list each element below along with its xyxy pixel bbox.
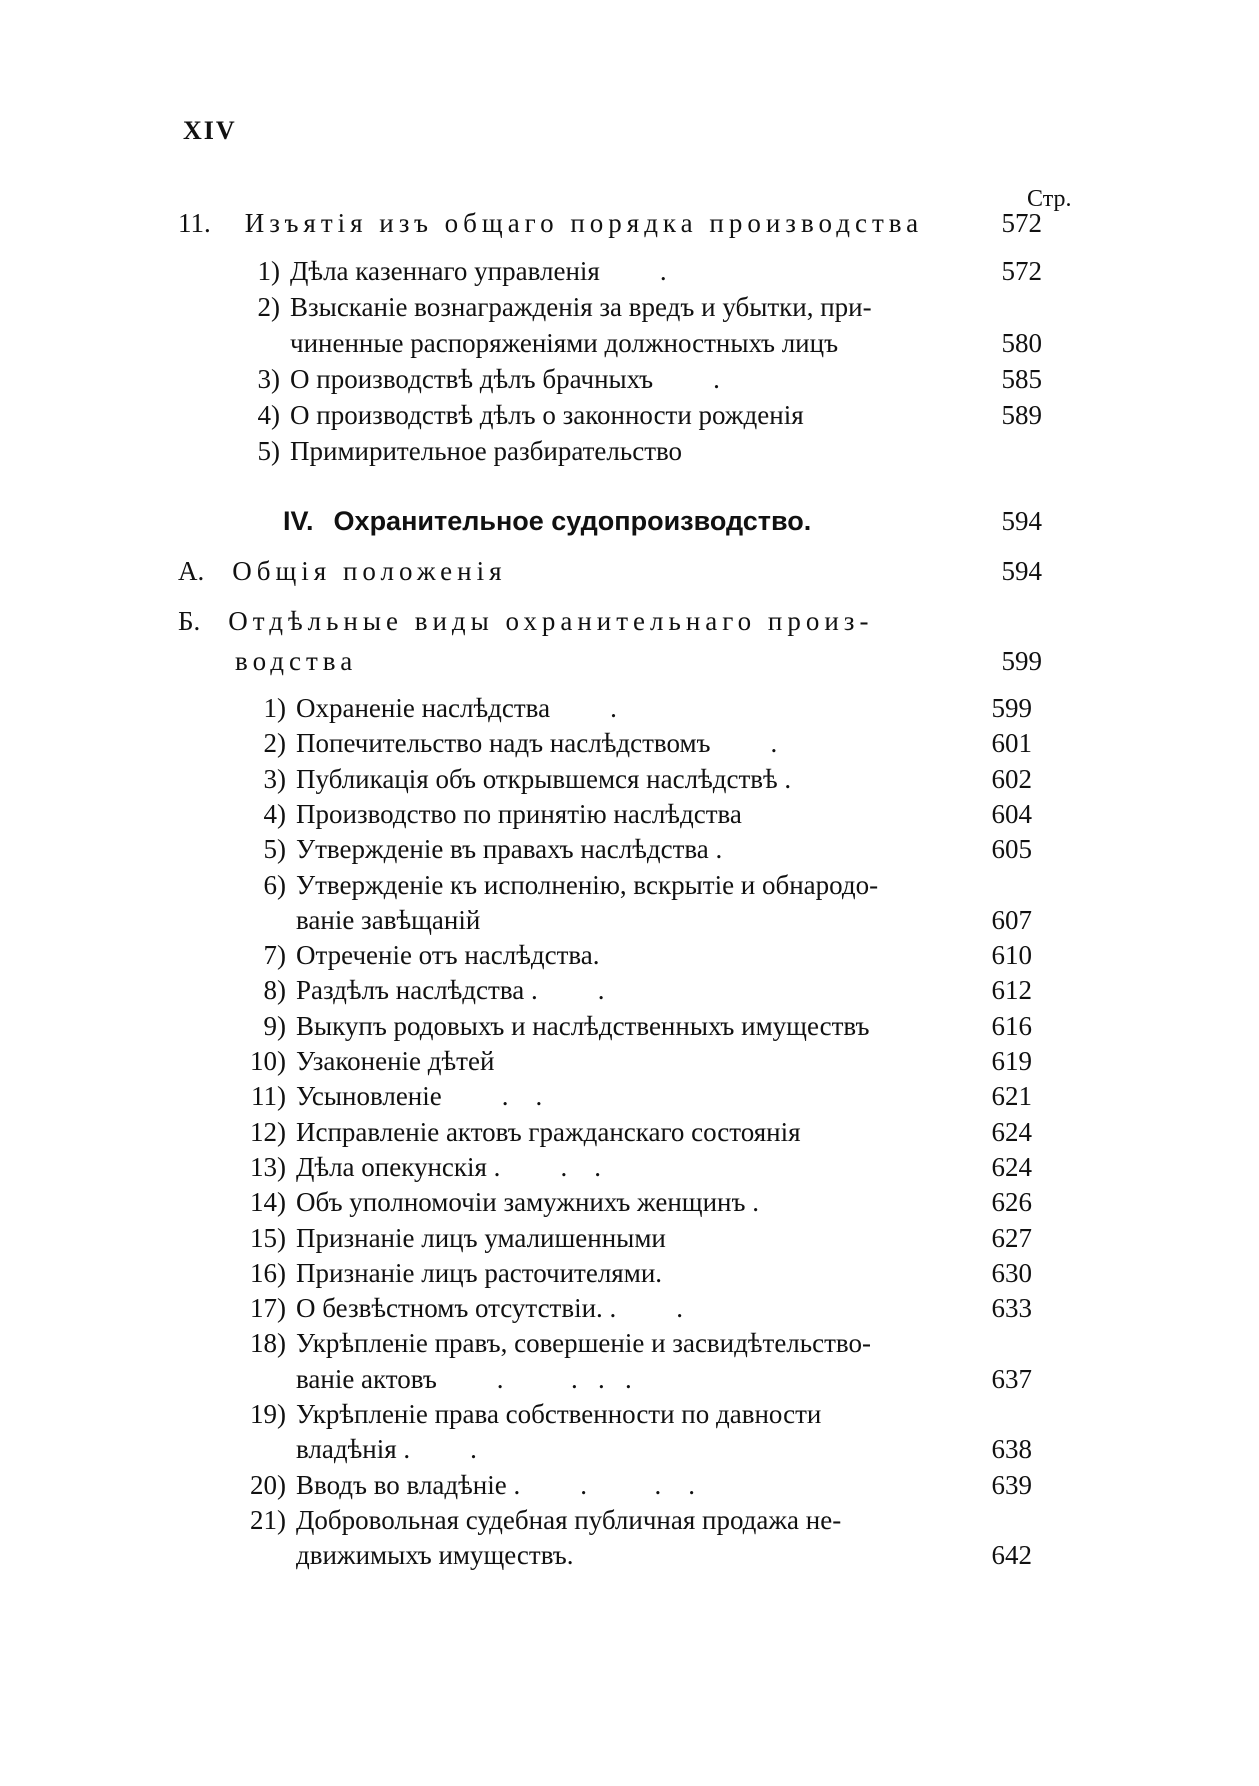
toc-entry-page: 633 [991, 1293, 1032, 1324]
toc-entry-text: Производство по принятію наслѣдства [296, 798, 742, 829]
toc-entry-page: 599 [991, 693, 1032, 723]
section-11-heading [178, 208, 923, 239]
toc-entry-line [230, 728, 777, 759]
toc-entry-line [230, 1505, 841, 1536]
toc-leader-dots: . [770, 728, 778, 759]
toc-entry-number: 6) [263, 869, 286, 900]
page-number: XIV [183, 116, 237, 145]
toc-leader-dots: . . [501, 1081, 543, 1112]
toc-entry-page: 616 [991, 1010, 1032, 1041]
toc-entry-number: 12) [250, 1116, 286, 1147]
toc-leader-dots: . [470, 1434, 477, 1465]
toc-entry-text: Укрѣпленіе правъ, совершеніе и засвидѣтельство- [296, 1328, 871, 1359]
toc-leader-dots: . [713, 364, 720, 394]
toc-entry-number: 1) [263, 693, 286, 723]
toc-entry-page: 572 [1001, 256, 1042, 286]
toc-entry-page: 637 [991, 1363, 1032, 1394]
toc-entry-number: 20) [250, 1469, 286, 1500]
part-B-heading [178, 606, 873, 637]
toc-entry-number: 10) [250, 1046, 286, 1076]
toc-entry-page: 638 [991, 1434, 1032, 1465]
toc-entry-number: 2) [263, 728, 286, 759]
toc-entry-number: 4) [263, 798, 286, 829]
toc-entry-text: Признаніе лицъ умалишенными [296, 1222, 666, 1253]
part-A-letter: А. [178, 556, 205, 586]
toc-entry-number: 17) [250, 1293, 286, 1324]
toc-entry-page: 642 [991, 1540, 1032, 1571]
toc-leader-dots: . . . . [496, 1363, 632, 1394]
toc-entry-line [230, 1258, 662, 1289]
toc-entry-line [230, 1470, 695, 1501]
toc-entry-number: 16) [250, 1257, 286, 1288]
toc-entry-line [230, 1399, 821, 1430]
toc-entry-line [230, 940, 600, 971]
toc-entry-text: Попечительство надъ наслѣдствомъ [296, 728, 711, 759]
toc-leader-dots: . . . [580, 1469, 695, 1500]
toc-entry-number: 2) [257, 292, 280, 322]
toc-entry-line [236, 256, 667, 287]
toc-entry-text: Утвержденіе въ правахъ наслѣдства . [296, 834, 723, 865]
toc-leader-dots: . [676, 1293, 684, 1324]
toc-entry-page: 604 [991, 798, 1032, 829]
part-B-letter: Б. [178, 606, 201, 636]
toc-entry-number: 7) [263, 940, 286, 971]
toc-entry-text: движимыхъ имуществъ. [296, 1540, 574, 1571]
toc-entry-line [230, 1364, 632, 1395]
toc-entry-text: Исправленіе актовъ гражданскаго состоянія [296, 1116, 801, 1147]
toc-entry-text: Примирительное разбирательство [290, 436, 683, 466]
toc-entry-number: 11) [251, 1081, 286, 1112]
part-A-heading [178, 556, 507, 587]
toc-entry-text: Утвержденіе къ исполненію, вскрытіе и обнародо- [296, 869, 879, 900]
section-IV-heading [283, 506, 811, 537]
toc-entry-page: 639 [991, 1469, 1032, 1500]
toc-entry-page: 626 [991, 1187, 1032, 1218]
toc-entry-page: 580 [1001, 328, 1042, 358]
toc-entry-text: Объ уполномочіи замужнихъ женщинъ . [296, 1187, 759, 1218]
section-11-title: Изъятія изъ общаго порядка производства [244, 208, 924, 238]
part-B-heading-cont [235, 646, 357, 677]
toc-entry-page: 630 [991, 1257, 1032, 1288]
toc-entry-line [236, 364, 720, 395]
toc-entry-line [230, 1046, 494, 1077]
toc-entry-line [236, 400, 804, 431]
toc-entry-number: 9) [263, 1010, 286, 1041]
toc-entry-line [230, 870, 878, 901]
toc-entry-page: 627 [991, 1222, 1032, 1253]
toc-entry-page: 612 [991, 975, 1032, 1006]
toc-entry-text: чиненные распоряженіями должностныхъ лицъ [290, 328, 839, 358]
toc-entry-number: 14) [250, 1187, 286, 1218]
toc-entry-number: 21) [250, 1504, 286, 1535]
toc-entry-page: 619 [991, 1046, 1032, 1076]
toc-entry-text: Узаконеніе дѣтей [296, 1046, 495, 1076]
toc-entry-line [230, 764, 791, 795]
toc-entry-line [230, 693, 617, 724]
toc-entry-line [230, 905, 480, 936]
part-B-title-line-2: водства [235, 646, 358, 676]
toc-entry-line [230, 1540, 574, 1571]
section-IV-page: 594 [1001, 506, 1042, 536]
toc-entry-line [230, 1293, 683, 1324]
toc-leader-dots: . [597, 975, 605, 1006]
toc-entry-number: 3) [263, 763, 286, 794]
toc-entry-number: 8) [263, 975, 286, 1006]
toc-entry-text: Отреченіе отъ наслѣдства. [296, 940, 600, 971]
part-B-title-line-1: Отдѣльные виды охранительнаго произ- [228, 606, 874, 636]
toc-entry-line [230, 1223, 666, 1254]
toc-entry-text: Охраненіе наслѣдства [296, 693, 551, 723]
toc-entry-text: Укрѣпленіе права собственности по давности [296, 1399, 822, 1429]
toc-entry-line [230, 1434, 477, 1465]
toc-entry-line [230, 1011, 869, 1042]
toc-entry-number: 18) [250, 1328, 286, 1359]
toc-entry-page: 610 [991, 940, 1032, 971]
toc-entry-text: Признаніе лицъ расточителями. [296, 1257, 663, 1288]
toc-entry-line [230, 975, 604, 1006]
toc-entry-text: Усыновленіе [296, 1081, 442, 1112]
toc-entry-line [230, 1152, 601, 1183]
part-A-title: Общія положенія [232, 556, 507, 586]
toc-entry-page: 589 [1001, 400, 1042, 430]
section-IV-title: Охранительное судопроизводство. [333, 506, 812, 536]
part-A-page: 594 [1001, 556, 1042, 586]
page-column-header: Стр. [1027, 186, 1072, 212]
toc-entry-text: ваніе завѣщаній [296, 904, 481, 935]
section-11-number: 11. [178, 208, 211, 238]
toc-entry-text: Вводъ во владѣніе . [296, 1469, 521, 1500]
toc-entry-text: О производствѣ дѣлъ о законности рожденія [290, 400, 804, 430]
toc-entry-number: 1) [257, 256, 280, 286]
toc-entry-text: Добровольная судебная публичная продажа не- [296, 1504, 842, 1535]
toc-entry-line [230, 1187, 759, 1218]
toc-entry-page: 624 [991, 1116, 1032, 1147]
toc-entry-number: 5) [257, 436, 280, 466]
toc-leader-dots: . . [560, 1151, 601, 1182]
toc-entry-line [230, 799, 742, 830]
toc-entry-line [230, 1328, 871, 1359]
toc-entry-page: 601 [991, 728, 1032, 759]
toc-entry-text: Выкупъ родовыхъ и наслѣдственныхъ имуществъ [296, 1010, 870, 1041]
toc-entry-number: 3) [257, 364, 280, 394]
toc-entry-number: 19) [250, 1399, 286, 1429]
toc-entry-text: Взысканіе вознагражденія за вредъ и убытки, при- [290, 292, 872, 322]
toc-leader-dots: . [610, 693, 617, 723]
toc-entry-text: ваніе актовъ [296, 1363, 437, 1394]
toc-entry-number: 13) [250, 1151, 286, 1182]
section-IV-number: IV. [283, 506, 314, 536]
toc-entry-line [230, 834, 722, 865]
toc-entry-line [236, 328, 838, 359]
toc-entry-page: 605 [991, 834, 1032, 865]
toc-entry-text: О производствѣ дѣлъ брачныхъ [290, 364, 654, 394]
toc-entry-page: 607 [991, 904, 1032, 935]
toc-leader-dots: . [659, 256, 667, 286]
toc-entry-page: 621 [991, 1081, 1032, 1112]
toc-entry-text: О безвѣстномъ отсутствіи. . [296, 1293, 617, 1324]
toc-entry-page: 624 [991, 1151, 1032, 1182]
toc-entry-text: Дѣла казеннаго управленія [290, 256, 600, 286]
toc-entry-page: 602 [991, 763, 1032, 794]
toc-entry-text: Публикація объ открывшемся наслѣдствѣ . [296, 763, 792, 794]
section-11-page: 572 [1001, 208, 1042, 238]
toc-entry-line [236, 436, 682, 467]
toc-entry-text: Раздѣлъ наслѣдства . [296, 975, 538, 1006]
toc-entry-line [236, 292, 872, 323]
toc-entry-number: 15) [250, 1222, 286, 1253]
toc-entry-number: 5) [263, 834, 286, 865]
toc-entry-page: 585 [1001, 364, 1042, 394]
toc-entry-number: 4) [257, 400, 280, 430]
toc-entry-text: владѣнія . [296, 1434, 411, 1465]
toc-entry-line [230, 1081, 542, 1112]
toc-entry-text: Дѣла опекунскія . [296, 1151, 501, 1182]
toc-entry-line [230, 1117, 801, 1148]
part-B-page: 599 [1001, 646, 1042, 676]
